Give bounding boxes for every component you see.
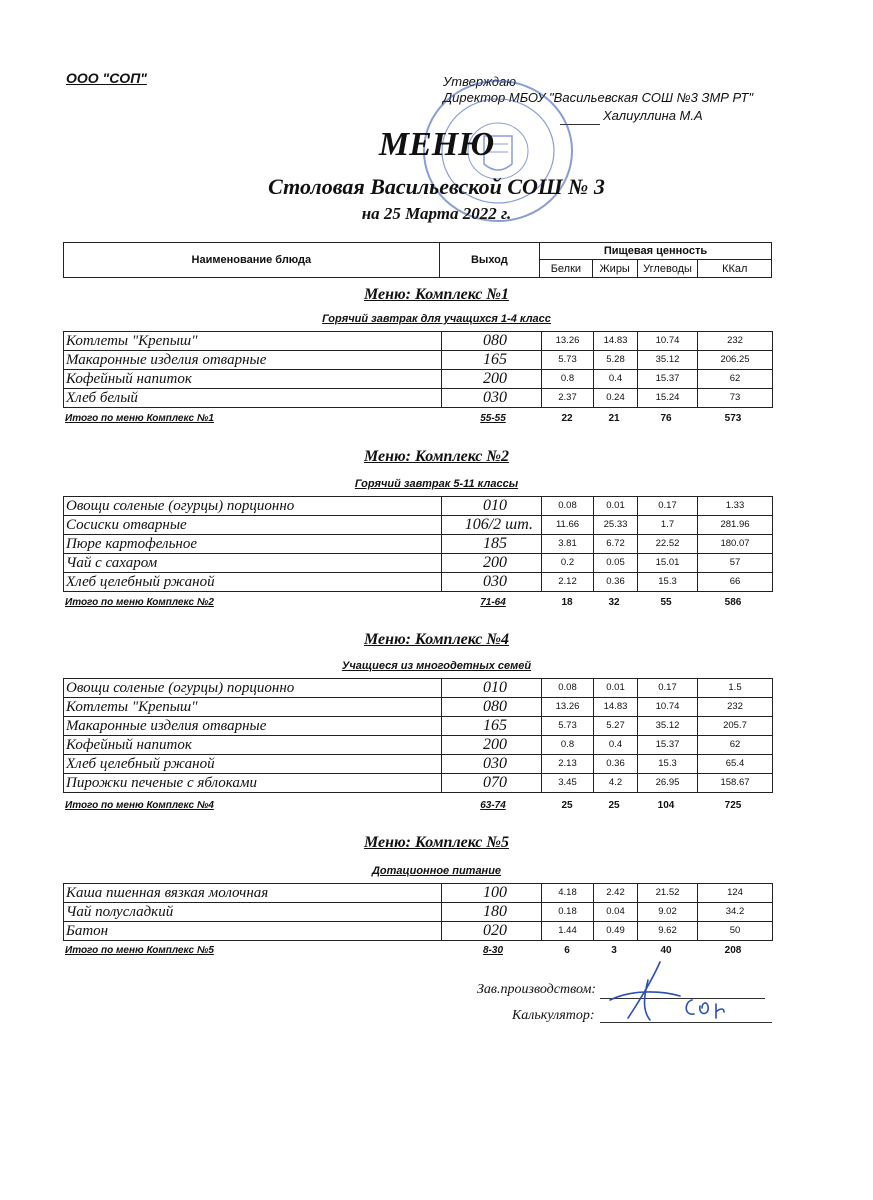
section-total [63, 413, 772, 429]
approval-label: Утверждаю [443, 74, 517, 89]
dish-yield: 165 [442, 351, 542, 370]
menu-table [63, 496, 773, 592]
table-row [64, 554, 773, 573]
dish-carbs: 15.37 [638, 736, 698, 755]
dish-carbs: 26.95 [638, 774, 698, 793]
section-subtitle: Дотационное питание [371, 865, 502, 877]
table-row [64, 698, 773, 717]
dish-fats: 0.4 [594, 370, 638, 389]
total-label: Итого по меню Комплекс №4 [65, 800, 214, 811]
dish-kcal: 1.5 [698, 679, 773, 698]
dish-kcal: 158.67 [698, 774, 773, 793]
dish-name: Макаронные изделия отварные [64, 717, 442, 736]
dish-fats: 0.4 [594, 736, 638, 755]
dish-kcal: 62 [698, 370, 773, 389]
total-carbs: 40 [660, 945, 672, 956]
dish-proteins: 13.26 [542, 332, 594, 351]
total-proteins: 6 [564, 945, 570, 956]
total-proteins: 22 [561, 413, 573, 424]
total-fats: 21 [608, 413, 620, 424]
total-label: Итого по меню Комплекс №1 [65, 413, 214, 424]
dish-name: Сосиски отварные [64, 516, 442, 535]
dish-fats: 6.72 [594, 535, 638, 554]
total-carbs: 55 [660, 597, 672, 608]
dish-carbs: 21.52 [638, 884, 698, 903]
dish-carbs: 1.7 [638, 516, 698, 535]
total-fats: 25 [608, 800, 620, 811]
dish-yield: 080 [442, 698, 542, 717]
section-total [63, 945, 772, 961]
dish-name: Чай полусладкий [64, 903, 442, 922]
dish-proteins: 0.08 [542, 497, 594, 516]
table-row [64, 736, 773, 755]
dish-yield: 165 [442, 717, 542, 736]
table-row [64, 903, 773, 922]
table-row [64, 679, 773, 698]
section-total [63, 800, 772, 816]
total-yield: 8-30 [482, 945, 503, 956]
dish-carbs: 0.17 [638, 497, 698, 516]
table-row [64, 922, 773, 941]
dish-kcal: 205.7 [698, 717, 773, 736]
dish-kcal: 57 [698, 554, 773, 573]
dish-proteins: 3.81 [542, 535, 594, 554]
dish-proteins: 0.18 [542, 903, 594, 922]
dish-carbs: 9.62 [638, 922, 698, 941]
dish-carbs: 9.02 [638, 903, 698, 922]
dish-kcal: 65.4 [698, 755, 773, 774]
total-label: Итого по меню Комплекс №2 [65, 597, 214, 608]
dish-name: Котлеты "Крепыш" [64, 332, 442, 351]
handwritten-signature [600, 960, 740, 1030]
dish-fats: 25.33 [594, 516, 638, 535]
dish-yield: 010 [442, 497, 542, 516]
dish-carbs: 15.3 [638, 573, 698, 592]
production-manager-label: Зав.производством: [477, 982, 597, 997]
dish-yield: 080 [442, 332, 542, 351]
dish-kcal: 73 [698, 389, 773, 408]
dish-proteins: 2.12 [542, 573, 594, 592]
dish-proteins: 11.66 [542, 516, 594, 535]
section-subtitle: Учащиеся из многодетных семей [341, 660, 532, 672]
dish-kcal: 124 [698, 884, 773, 903]
dish-name: Пирожки печеные с яблоками [64, 774, 442, 793]
director-title: Директор МБОУ "Васильевская СОШ №3 ЗМР РТ" [443, 90, 754, 105]
dish-name: Котлеты "Крепыш" [64, 698, 442, 717]
dish-kcal: 34.2 [698, 903, 773, 922]
table-row [64, 774, 773, 793]
table-row [64, 717, 773, 736]
section-total [63, 597, 772, 613]
table-row [64, 884, 773, 903]
section-title: Меню: Комплекс №4 [363, 631, 510, 648]
dish-carbs: 0.17 [638, 679, 698, 698]
total-carbs: 76 [660, 413, 672, 424]
dish-yield: 020 [442, 922, 542, 941]
dish-fats: 0.04 [594, 903, 638, 922]
dish-name: Чай с сахаром [64, 554, 442, 573]
header-carbs: Углеводы [637, 260, 698, 278]
dish-yield: 185 [442, 535, 542, 554]
organization-name: ООО "СОП" [66, 70, 147, 86]
director-name: Халиуллина М.А [603, 108, 703, 123]
dish-yield: 070 [442, 774, 542, 793]
header-nutrition: Пищевая ценность [540, 243, 772, 260]
total-yield: 63-74 [480, 800, 506, 811]
total-label: Итого по меню Комплекс №5 [65, 945, 214, 956]
dish-fats: 14.83 [594, 332, 638, 351]
table-row [64, 755, 773, 774]
total-yield: 71-64 [480, 597, 506, 608]
dish-fats: 5.27 [594, 717, 638, 736]
dish-proteins: 0.08 [542, 679, 594, 698]
dish-kcal: 232 [698, 698, 773, 717]
header-proteins: Белки [540, 260, 593, 278]
dish-yield: 030 [442, 573, 542, 592]
dish-fats: 0.24 [594, 389, 638, 408]
header-dish-name: Наименование блюда [64, 243, 440, 278]
dish-kcal: 50 [698, 922, 773, 941]
menu-table [63, 331, 773, 408]
total-carbs: 104 [657, 800, 675, 811]
table-header [63, 242, 772, 278]
dish-fats: 0.36 [594, 573, 638, 592]
dish-carbs: 15.24 [638, 389, 698, 408]
table-row [64, 389, 773, 408]
dish-carbs: 15.3 [638, 755, 698, 774]
section-title: Меню: Комплекс №5 [363, 834, 510, 851]
dish-name: Овощи соленые (огурцы) порционно [64, 497, 442, 516]
table-row [64, 351, 773, 370]
dish-yield: 100 [442, 884, 542, 903]
menu-date: на 25 Марта 2022 г. [361, 204, 512, 223]
dish-kcal: 62 [698, 736, 773, 755]
total-kcal: 725 [724, 800, 742, 811]
dish-yield: 180 [442, 903, 542, 922]
dish-name: Макаронные изделия отварные [64, 351, 442, 370]
dish-yield: 030 [442, 389, 542, 408]
dish-proteins: 13.26 [542, 698, 594, 717]
dish-yield: 200 [442, 554, 542, 573]
dish-fats: 0.49 [594, 922, 638, 941]
table-row [64, 497, 773, 516]
dish-carbs: 15.37 [638, 370, 698, 389]
dish-name: Кофейный напиток [64, 736, 442, 755]
dish-yield: 200 [442, 370, 542, 389]
dish-carbs: 35.12 [638, 717, 698, 736]
table-row [64, 516, 773, 535]
total-kcal: 586 [724, 597, 742, 608]
table-row [64, 370, 773, 389]
total-kcal: 573 [724, 413, 742, 424]
dish-kcal: 206.25 [698, 351, 773, 370]
dish-carbs: 10.74 [638, 332, 698, 351]
dish-fats: 2.42 [594, 884, 638, 903]
table-row [64, 535, 773, 554]
total-proteins: 18 [561, 597, 573, 608]
header-yield: Выход [439, 243, 539, 278]
dish-name: Каша пшенная вязкая молочная [64, 884, 442, 903]
dish-proteins: 4.18 [542, 884, 594, 903]
total-proteins: 25 [561, 800, 573, 811]
total-fats: 3 [611, 945, 617, 956]
dish-name: Батон [64, 922, 442, 941]
menu-table [63, 678, 773, 793]
total-kcal: 208 [724, 945, 742, 956]
table-row [64, 332, 773, 351]
dish-fats: 14.83 [594, 698, 638, 717]
dish-proteins: 0.8 [542, 370, 594, 389]
dish-kcal: 281.96 [698, 516, 773, 535]
header-fats: Жиры [592, 260, 637, 278]
dish-kcal: 1.33 [698, 497, 773, 516]
document-title: МЕНЮ [378, 126, 495, 163]
dish-fats: 0.01 [594, 679, 638, 698]
dish-proteins: 0.8 [542, 736, 594, 755]
dish-name: Хлеб целебный ржаной [64, 573, 442, 592]
dish-name: Пюре картофельное [64, 535, 442, 554]
total-fats: 32 [608, 597, 620, 608]
dish-carbs: 35.12 [638, 351, 698, 370]
section-subtitle: Горячий завтрак для учащихся 1-4 класс [322, 313, 551, 325]
dish-yield: 010 [442, 679, 542, 698]
dish-proteins: 1.44 [542, 922, 594, 941]
dish-yield: 200 [442, 736, 542, 755]
dish-kcal: 66 [698, 573, 773, 592]
dish-proteins: 0.2 [542, 554, 594, 573]
dish-proteins: 5.73 [542, 351, 594, 370]
dish-proteins: 3.45 [542, 774, 594, 793]
dish-carbs: 15.01 [638, 554, 698, 573]
dish-proteins: 5.73 [542, 717, 594, 736]
dish-name: Хлеб целебный ржаной [64, 755, 442, 774]
dish-yield: 030 [442, 755, 542, 774]
dish-fats: 0.36 [594, 755, 638, 774]
dish-name: Хлеб белый [64, 389, 442, 408]
table-row [64, 573, 773, 592]
dish-name: Кофейный напиток [64, 370, 442, 389]
dish-yield: 106/2 шт. [442, 516, 542, 535]
header-kcal: ККал [698, 260, 772, 278]
dish-proteins: 2.37 [542, 389, 594, 408]
dish-kcal: 232 [698, 332, 773, 351]
dish-carbs: 22.52 [638, 535, 698, 554]
total-yield: 55-55 [480, 413, 506, 424]
section-title: Меню: Комплекс №1 [363, 286, 510, 303]
dish-kcal: 180.07 [698, 535, 773, 554]
dish-proteins: 2.13 [542, 755, 594, 774]
dish-name: Овощи соленые (огурцы) порционно [64, 679, 442, 698]
calculator-label: Калькулятор: [512, 1008, 595, 1023]
menu-table [63, 883, 773, 941]
dish-fats: 5.28 [594, 351, 638, 370]
dish-fats: 0.05 [594, 554, 638, 573]
dish-fats: 0.01 [594, 497, 638, 516]
dish-carbs: 10.74 [638, 698, 698, 717]
section-title: Меню: Комплекс №2 [363, 448, 510, 465]
dish-fats: 4.2 [594, 774, 638, 793]
cafeteria-name: Столовая Васильевской СОШ № 3 [268, 174, 605, 199]
section-subtitle: Горячий завтрак 5-11 классы [354, 478, 519, 490]
